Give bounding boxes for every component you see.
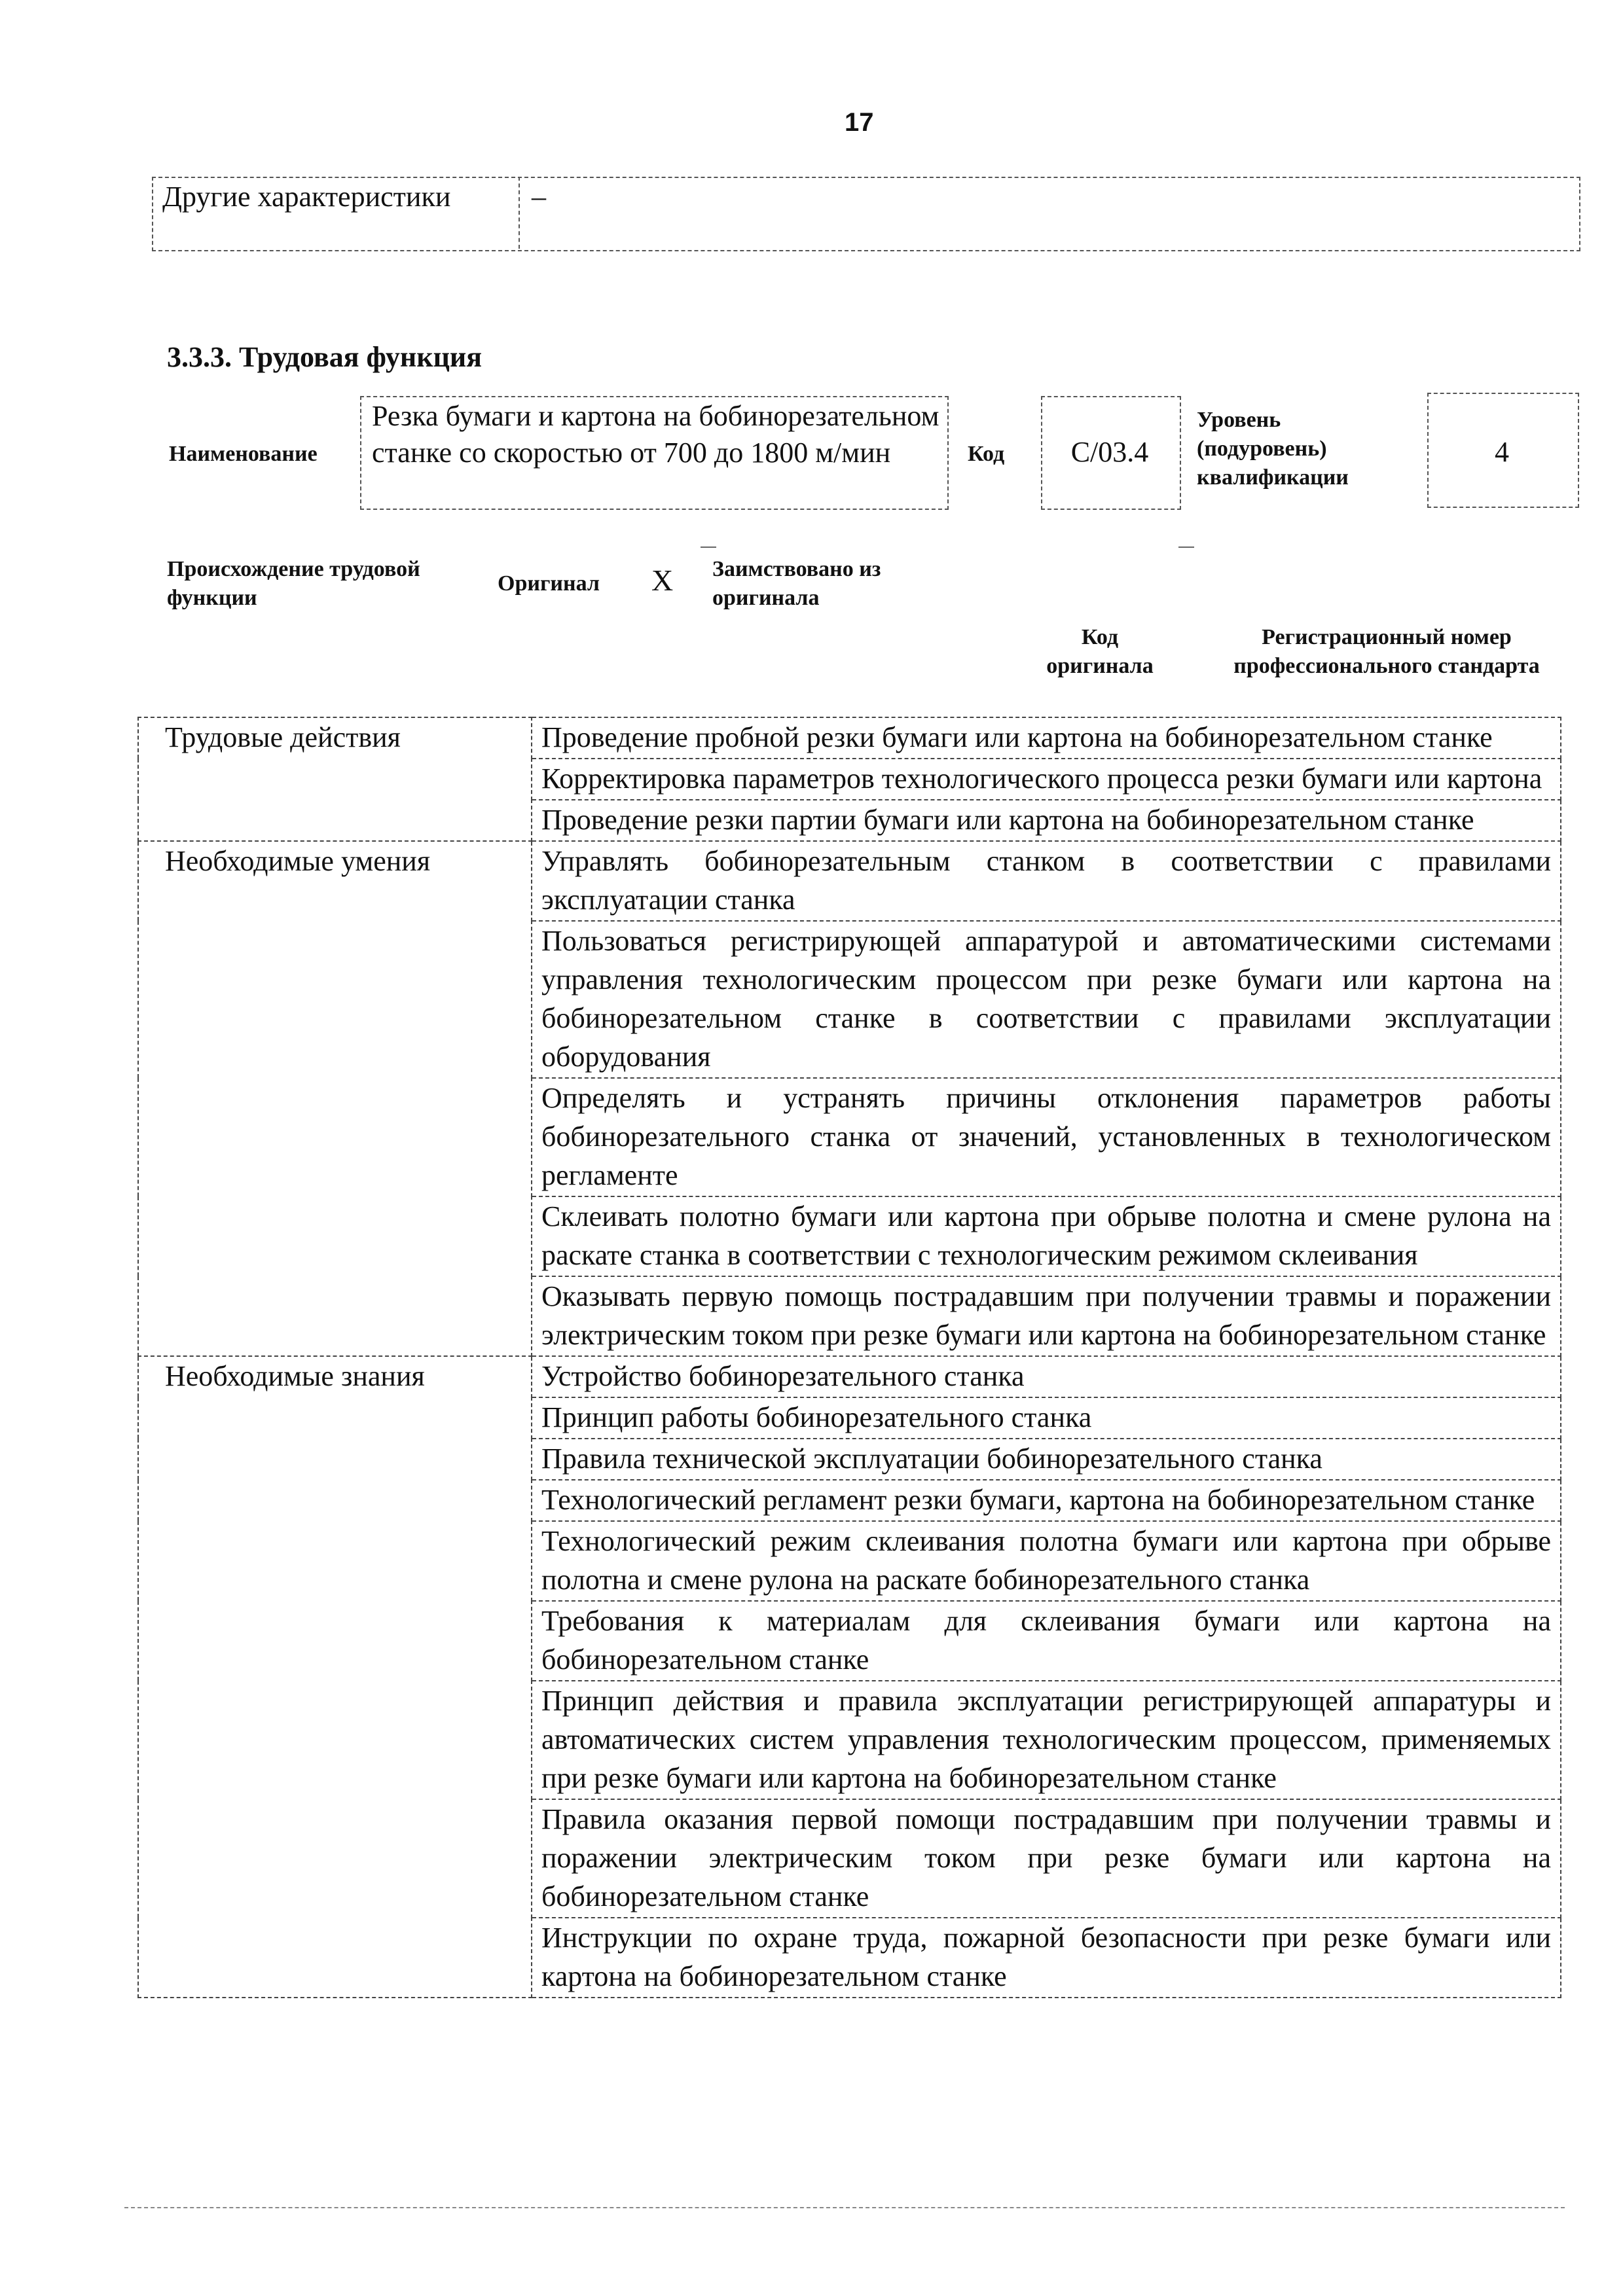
category-cell: Необходимые знания — [138, 1356, 532, 1998]
table-cell: Требования к материалам для склеивания бумаги или картона на бобинорезательном станке — [532, 1601, 1561, 1681]
original-label: Оригинал — [498, 571, 600, 596]
table-cell: Устройство бобинорезательного станка — [532, 1356, 1561, 1397]
category-cell: Трудовые действия — [138, 717, 532, 841]
function-name: Резка бумаги и картона на бобинорезательном станке со скоростью от 700 до 1800 м/мин — [372, 400, 939, 469]
function-code: С/03.4 — [1070, 436, 1149, 468]
table-cell: Проведение пробной резки бумаги или картона на бобинорезательном станке — [532, 717, 1561, 759]
category-cell: Необходимые умения — [138, 841, 532, 1356]
level-value: 4 — [1495, 436, 1509, 468]
table-cell: Правила технической эксплуатации бобинорезательного станка — [532, 1439, 1561, 1480]
other-characteristics-label: Другие характеристики — [162, 181, 451, 213]
function-details-table — [137, 717, 1561, 1998]
bottom-border-line — [124, 2207, 1565, 2208]
table-cell: Правила оказания первой помощи пострадавшим при получении травмы и поражении электрическим током при резке бумаги или картона на бобинорезательном станке — [532, 1799, 1561, 1918]
origin-label: Происхождение трудовой функции — [167, 557, 420, 610]
table-cell: Управлять бобинорезательным станком в соответствии с правилами эксплуатации станка — [532, 841, 1561, 921]
level-label: Уровень (подуровень) квалификации — [1197, 408, 1349, 490]
table-cell: Корректировка параметров технологического процесса резки бумаги или картона — [532, 759, 1561, 800]
table-cell: Принцип работы бобинорезательного станка — [532, 1397, 1561, 1439]
table-cell: Пользоваться регистрирующей аппаратурой и автоматическими системами управления технологическим процессом при резке бумаги или картона на бобинорезательном станке в соответствии с правилами эксплуатации оборудования — [532, 921, 1561, 1078]
name-label: Наименование — [169, 442, 318, 466]
registration-number-caption: Регистрационный номер профессионального стандарта — [1233, 625, 1540, 678]
table-cell: Склеивать полотно бумаги или картона при обрыве полотна и смене рулона на раскате станка в соответствии с технологическим режимом склеивания — [532, 1196, 1561, 1276]
other-characteristics-value: – — [532, 181, 546, 213]
table-cell: Определять и устранять причины отклонения параметров работы бобинорезательного станка от значений, установленных в технологическом регламенте — [532, 1078, 1561, 1196]
section-title: 3.3.3. Трудовая функция — [167, 341, 483, 373]
table-cell: Технологический регламент резки бумаги, картона на бобинорезательном станке — [532, 1480, 1561, 1521]
table-cell: Принцип действия и правила эксплуатации регистрирующей аппаратуры и автоматических систем управления технологическим процессом, применяемых при резке бумаги или картона на бобинорезательном станке — [532, 1681, 1561, 1799]
table-cell: Проведение резки партии бумаги или картона на бобинорезательном станке — [532, 800, 1561, 841]
divider-tick — [701, 547, 716, 548]
page-number: 17 — [845, 108, 874, 137]
code-label: Код — [968, 442, 1005, 466]
table-row — [138, 1356, 1561, 1397]
table-cell: Оказывать первую помощь пострадавшим при получении травмы и поражении электрическим током при резке бумаги или картона на бобинорезательном станке — [532, 1276, 1561, 1356]
table-row — [138, 841, 1561, 921]
divider-tick — [1178, 547, 1194, 548]
borrowed-label: Заимствовано из оригинала — [712, 557, 881, 610]
table-cell: Инструкции по охране труда, пожарной безопасности при резке бумаги или картона на бобинорезательном станке — [532, 1918, 1561, 1998]
table-cell: Технологический режим склеивания полотна бумаги или картона при обрыве полотна и смене рулона на раскате бобинорезательного станка — [532, 1521, 1561, 1601]
original-mark: X — [651, 564, 674, 597]
original-code-caption: Код оригинала — [1046, 625, 1154, 678]
table-row — [138, 717, 1561, 759]
